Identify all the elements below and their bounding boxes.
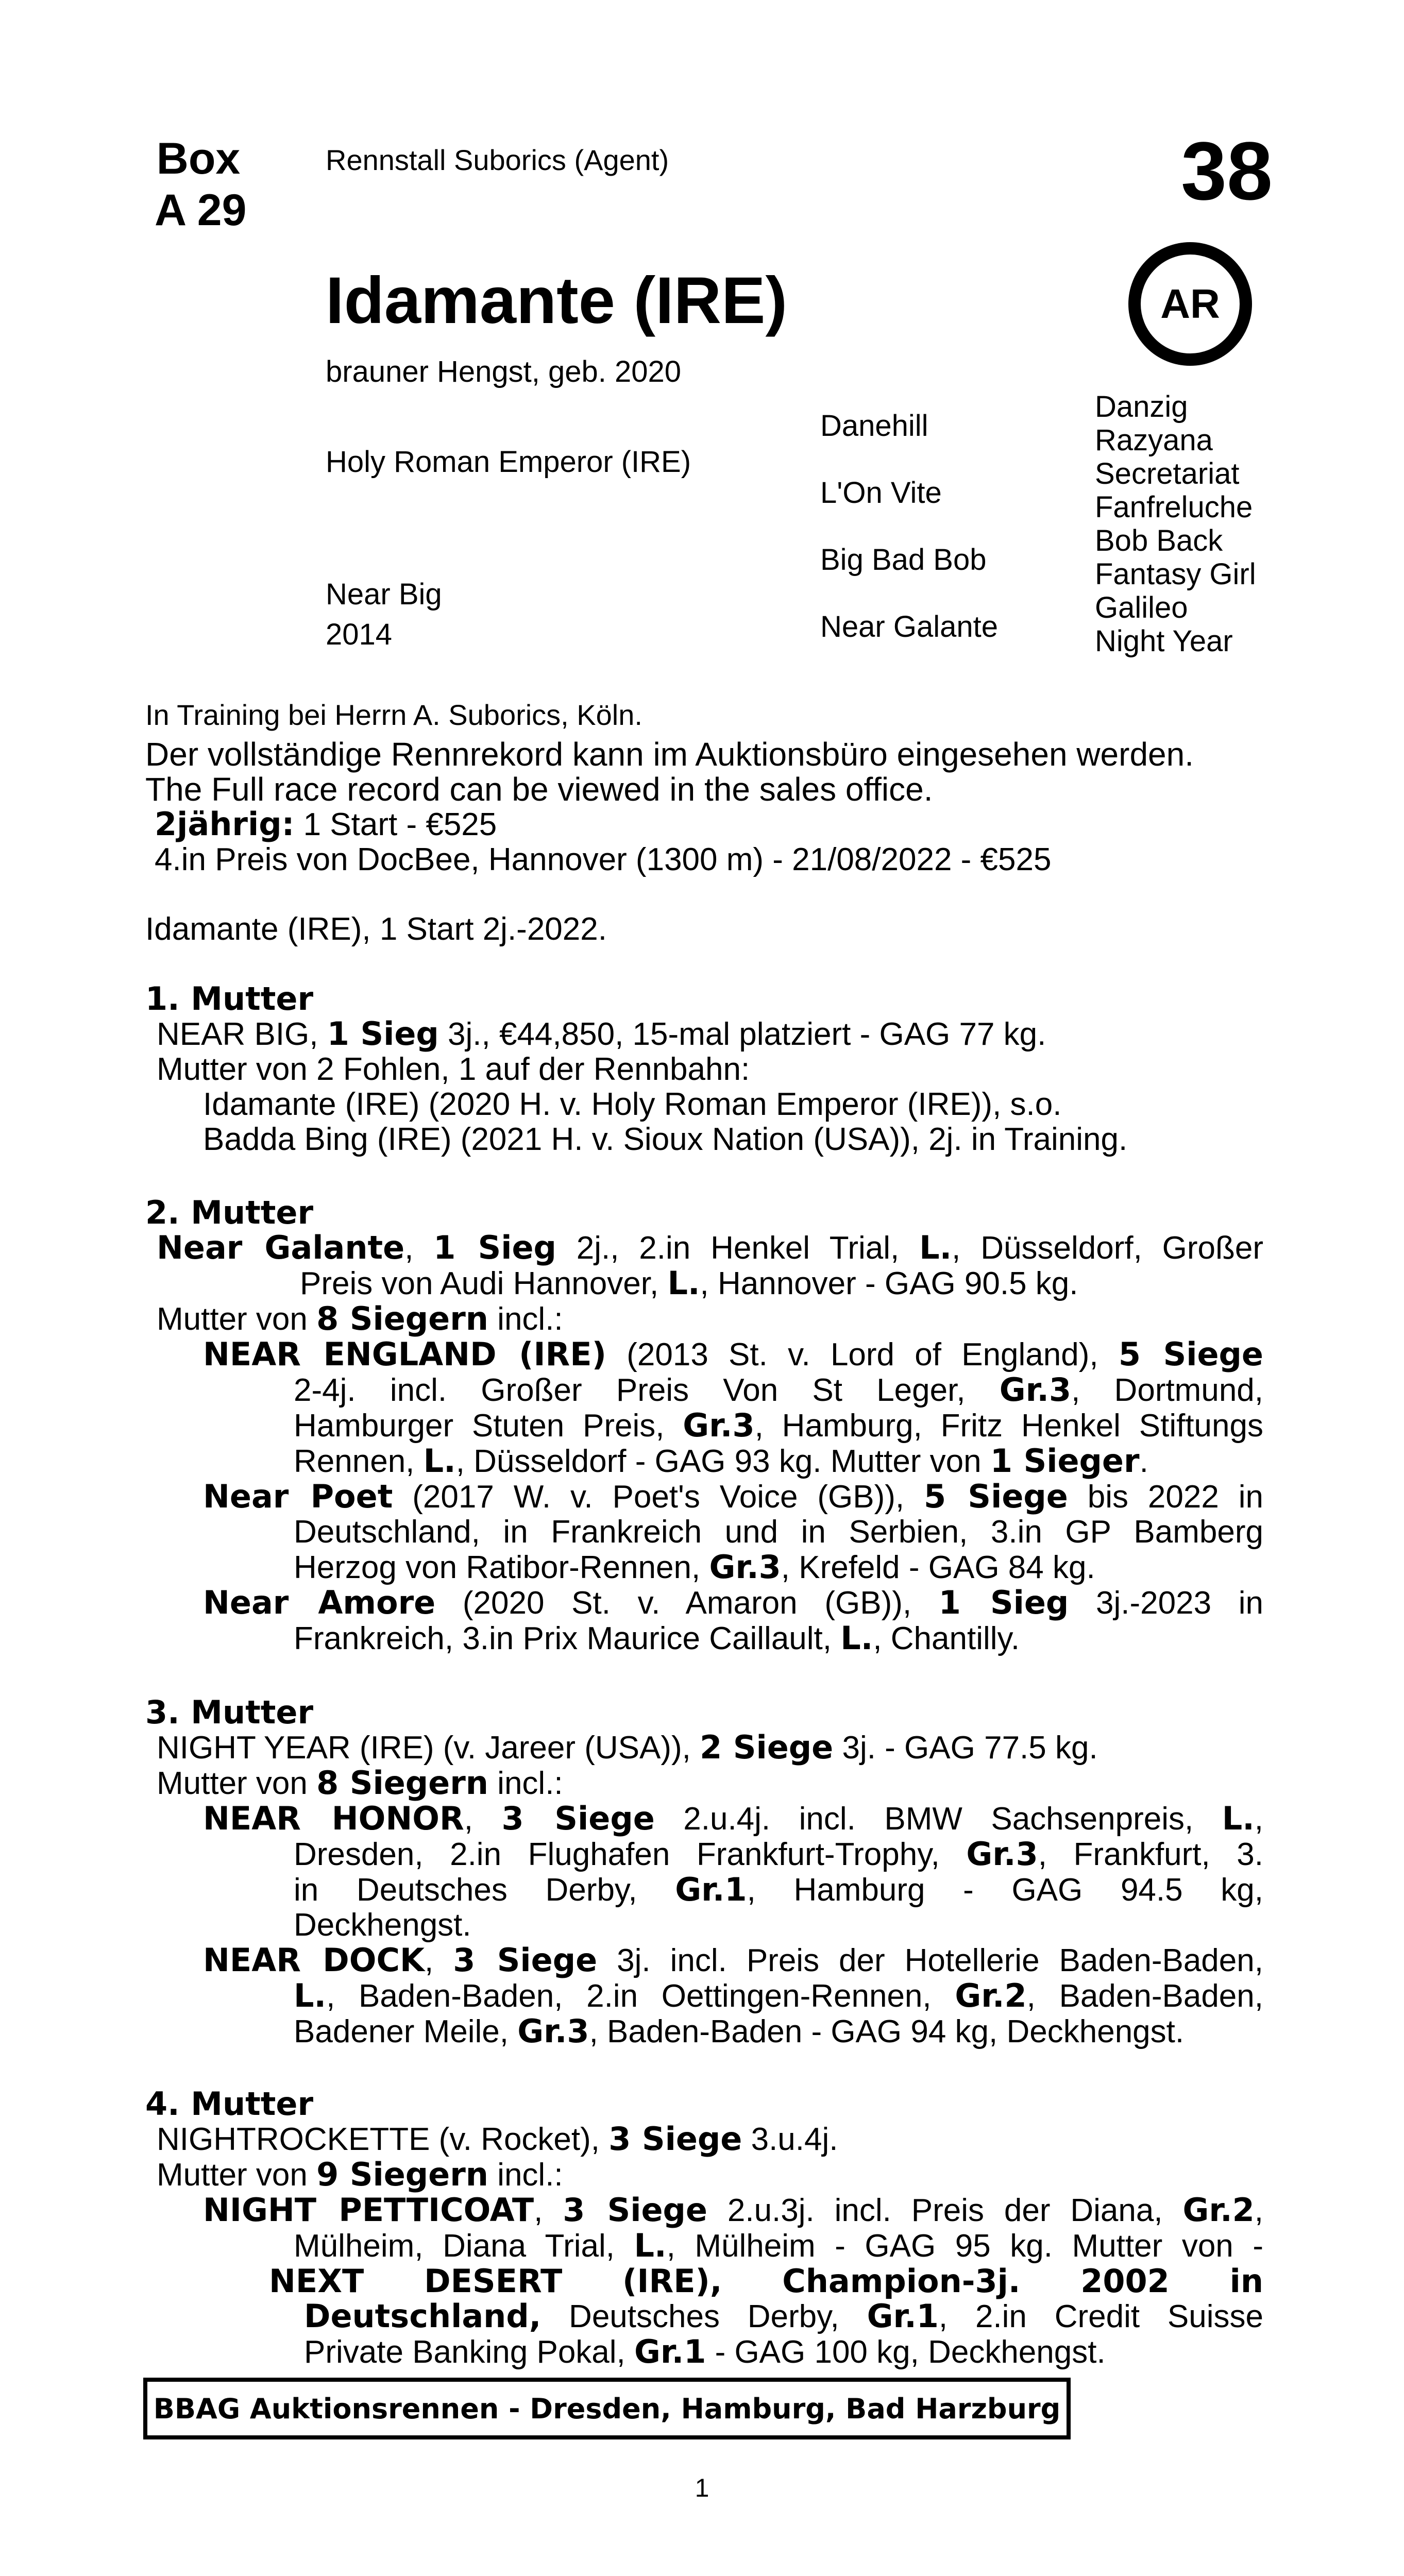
pedigree-gen3-1: Danzig [1095,390,1188,423]
race-record [145,737,1263,877]
footer-text: BBAG Auktionsrennen - Dresden, Hamburg, Bad Harzburg [153,2392,1061,2425]
pedigree-dam-sire: Big Bad Bob [820,543,987,577]
mutter-4-line: NIGHTROCKETTE (v. Rocket), 3 Siege 3.u.4j. [157,2120,838,2158]
list-item: in Deutsches Derby, Gr.1, Hamburg - GAG 94.5 kg, [294,1871,1263,1908]
mutter-2-heading: 2. Mutter [145,1194,314,1231]
mutter-4-offspring: Mutter von 9 Siegern incl.: [157,2156,563,2193]
mutter-4-heading: 4. Mutter [145,2085,314,2123]
mutter-3-line: NIGHT YEAR (IRE) (v. Jareer (USA)), 2 Siege 3j. - GAG 77.5 kg. [157,1728,1098,1766]
horse-description: brauner Hengst, geb. 2020 [326,355,682,388]
record-race: 4.in Preis von DocBee, Hannover (1300 m) - 21/08/2022 - €525 [155,842,1052,877]
lot-number: 38 [1181,125,1273,217]
stable-name: Rennstall Suborics (Agent) [326,144,669,176]
record-note-de: Der vollständige Rennrekord kann im Auktionsbüro eingesehen werden. [145,736,1194,773]
list-item: Frankreich, 3.in Prix Maurice Caillault, L., Chantilly. [294,1619,1020,1657]
list-item: Private Banking Pokal, Gr.1 - GAG 100 kg, Deckhengst. [304,2333,1106,2370]
pedigree-sire-dam: L'On Vite [820,476,942,510]
mutter-3 [145,1695,1263,2049]
horse-name: Idamante (IRE) [326,264,788,337]
list-item: NIGHT PETTICOAT, 3 Siege 2.u.3j. incl. Preis der Diana, Gr.2, [203,2191,1264,2229]
list-item: 2-4j. incl. Großer Preis Von St Leger, Gr.3, Dortmund, [294,1371,1264,1409]
list-item: Herzog von Ratibor-Rennen, Gr.3, Krefeld - GAG 84 kg. [294,1548,1095,1586]
record-2yo-text: 1 Start - €525 [294,807,497,842]
list-item: Rennen, L., Düsseldorf - GAG 93 kg. Mutter von 1 Sieger. [294,1442,1148,1480]
record-note-en: The Full race record can be viewed in the sales office. [145,771,933,808]
pedigree-dam-year: 2014 [326,618,393,651]
mutter-4 [145,2087,1263,2370]
mutter-2-line: Preis von Audi Hannover, L., Hannover - GAG 90.5 kg. [300,1264,1078,1302]
list-item: Hamburger Stuten Preis, Gr.3, Hamburg, Fritz Henkel Stiftungs [294,1406,1264,1444]
offspring-item: Idamante (IRE) (2020 H. v. Holy Roman Emperor (IRE)), s.o. [203,1087,1062,1122]
list-item: NEXT DESERT (IRE), Champion-3j. 2002 in [269,2262,1263,2300]
pedigree-gen3-6: Fantasy Girl [1095,557,1256,591]
box-label [155,133,247,236]
list-item: Deckhengst. [294,1907,471,1943]
summary: Idamante (IRE), 1 Start 2j.-2022. [145,911,607,947]
ar-badge-icon [1128,242,1252,366]
list-item: Near Poet (2017 W. v. Poet's Voice (GB)), 5 Siege bis 2022 in [203,1478,1263,1515]
pedigree-gen3-5: Bob Back [1095,524,1223,557]
mutter-1-heading: 1. Mutter [145,980,314,1018]
page-number: 1 [695,2473,709,2502]
pedigree-gen3-3: Secretariat [1095,457,1240,490]
list-item: Mülheim, Diana Trial, L., Mülheim - GAG 95 kg. Mutter von - [294,2227,1263,2264]
list-item: NEAR DOCK, 3 Siege 3j. incl. Preis der Hotellerie Baden-Baden, [203,1941,1263,1979]
box-number: A 29 [155,185,247,235]
pedigree-dam-dam: Near Galante [820,610,998,643]
mutter-1-line: NEAR BIG, 1 Sieg 3j., €44,850, 15-mal platziert - GAG 77 kg. [157,1015,1046,1053]
list-item: Badener Meile, Gr.3, Baden-Baden - GAG 94 kg, Deckhengst. [294,2012,1185,2050]
pedigree-sire-sire: Danehill [820,409,928,443]
mutter-3-offspring: Mutter von 8 Siegern incl.: [157,1764,563,1802]
mutter-1-offspring: Mutter von 2 Fohlen, 1 auf der Rennbahn: [157,1052,750,1087]
pedigree-gen3-4: Fanfreluche [1095,490,1253,524]
pedigree-gen3-7: Galileo [1095,591,1188,624]
mutter-2-line: Near Galante, 1 Sieg 2j., 2.in Henkel Trial, L., Düsseldorf, Großer [157,1229,1263,1266]
ar-badge-text: AR [1160,281,1220,327]
pedigree-gen3-2: Razyana [1095,423,1213,457]
record-2yo [145,807,1263,842]
list-item: Deutschland, in Frankreich und in Serbien, 3.in GP Bamberg [294,1514,1263,1550]
mutter-3-heading: 3. Mutter [145,1693,314,1731]
box-title: Box [156,134,241,183]
record-2yo-label: 2jährig: [155,805,295,843]
training-note: In Training bei Herrn A. Suborics, Köln. [145,699,642,731]
mutter-1 [145,981,1263,1157]
list-item: Near Amore (2020 St. v. Amaron (GB)), 1 Sieg 3j.-2023 in [203,1584,1264,1621]
mutter-2-offspring: Mutter von 8 Siegern incl.: [157,1300,563,1337]
footer-banner [143,2378,1071,2439]
pedigree-gen3-8: Night Year [1095,624,1233,658]
offspring-item: Badda Bing (IRE) (2021 H. v. Sioux Nation (USA)), 2j. in Training. [203,1122,1128,1157]
list-item: NEAR ENGLAND (IRE) (2013 St. v. Lord of England), 5 Siege [203,1335,1263,1373]
list-item: Deutschland, Deutsches Derby, Gr.1, 2.in Credit Suisse [304,2297,1263,2335]
list-item: NEAR HONOR, 3 Siege 2.u.4j. incl. BMW Sachsenpreis, L., [203,1800,1264,1837]
mutter-2 [145,1195,1263,1656]
pedigree-sire: Holy Roman Emperor (IRE) [326,445,691,479]
list-item: L., Baden-Baden, 2.in Oettingen-Rennen, Gr.2, Baden-Baden, [294,1977,1263,2014]
list-item: Dresden, 2.in Flughafen Frankfurt-Trophy, Gr.3, Frankfurt, 3. [294,1835,1263,1873]
pedigree-dam: Near Big [326,578,442,611]
